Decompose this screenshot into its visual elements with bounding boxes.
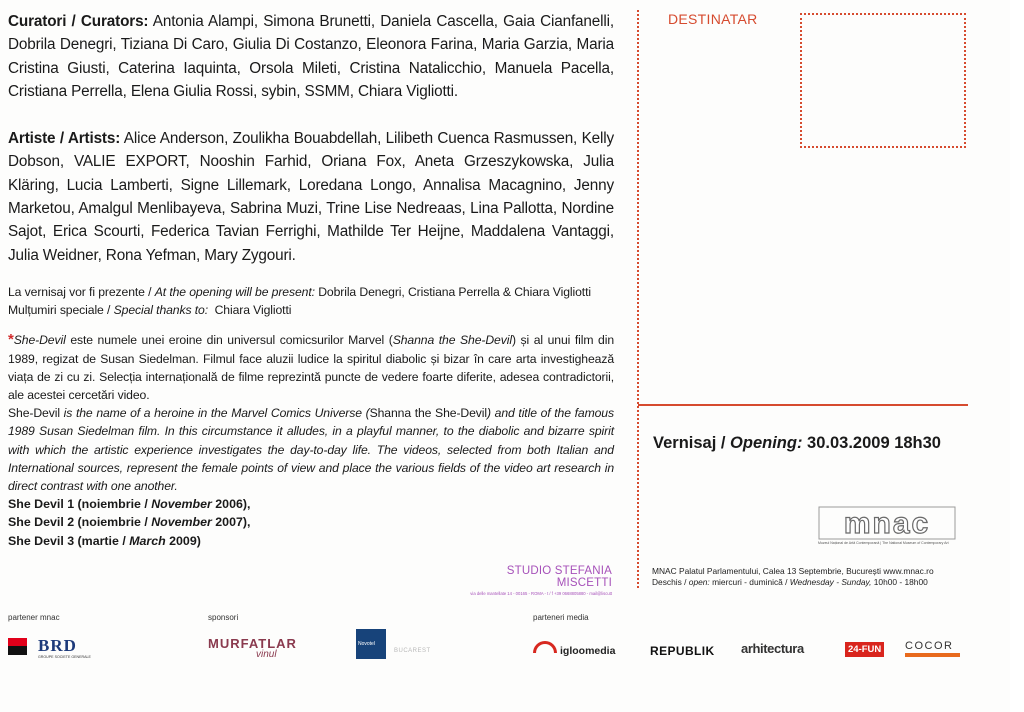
curators-paragraph xyxy=(8,10,614,103)
igloomedia-logo: igloomedia xyxy=(533,641,615,657)
stamp-box xyxy=(800,13,966,148)
24fun-logo: 24-FUN xyxy=(845,642,884,657)
edition-item: She Devil 3 (martie / March 2009) xyxy=(8,533,201,548)
artists-label: Artiste / Artists: xyxy=(8,130,121,148)
studio-stefania-miscetti xyxy=(452,565,612,596)
curators-names: Antonia Alampi, Simona Brunetti, Daniela Cascella, Gaia Cianfanelli, Dobrila Denegri, Tiziana Di Caro, Giulia Di Costanzo, Eleonora Farina, Maria Garzia, Maria Cristina Giusti, Caterina Iaquinta, Orsola Mileti, Cristina Natalicchio, Manuela Pacella, Cristiana Perrella, Elena Giulia Rossi, sybin, SSMM, Chiara Vigliotti. xyxy=(8,13,614,100)
description-en: She-Devil is the name of a heroine in the Marvel Comics Universe (Shanna the She-Devil) and title of the famous 1989 Susan Siedelman film. In this circumstance it alludes, in a playful manner, to the diabolic and bizarre spirit with which the artistic experience investigates the day-to-day life. The videos, selected from both Italian and International sources, represent the female points of view and place the various fields of the video art research in direct contrast with one another. xyxy=(8,406,614,493)
arhitectura-logo: arhitectura xyxy=(741,641,804,656)
mnac-logo xyxy=(818,506,956,540)
studio-name: STUDIO STEFANIA MISCETTI xyxy=(506,565,612,589)
opening-line: Vernisaj / Opening: 30.03.2009 18h30 xyxy=(653,434,941,452)
brd-logo: BRD GROUPE SOCIETE GENERALE xyxy=(8,636,128,662)
text-column xyxy=(8,10,614,550)
artists-names: Alice Anderson, Zoulikha Bouabdellah, Lilibeth Cuenca Rasmussen, Kelly Dobson, VALIE EXPORT, Nooshin Farhid, Oriana Fox, Aneta Grzeszykowska, Julia Kläring, Lucia Lamberti, Signe Lillemark, Loredana Longo, Annalisa Macagnino, Jenny Marketou, Amalgul Menlibayeva, Sabrina Muzi, Trine Lise Nedreaas, Lina Pallotta, Nordine Sajot, Erica Scourti, Federica Tavian Ferrighi, Mathilde Ter Heijne, Maddalena Vantaggi, Julia Weidner, Rona Yefman, Mary Zygouri. xyxy=(8,130,615,264)
cocor-bar xyxy=(905,653,960,657)
partner-label: partener mnac xyxy=(8,613,60,622)
edition-item: She Devil 2 (noiembrie / November 2007), xyxy=(8,515,251,530)
brd-square-icon xyxy=(8,638,27,655)
sponsors-label: sponsori xyxy=(208,613,239,622)
mnac-info xyxy=(652,566,934,588)
address-line xyxy=(638,404,968,406)
editions-list xyxy=(8,495,614,550)
edition-item: She Devil 1 (noiembrie / November 2006), xyxy=(8,497,251,512)
mnac-address: MNAC Palatul Parlamentului, Calea 13 Septembrie, București www.mnac.ro xyxy=(652,566,934,576)
artists-paragraph xyxy=(8,127,614,267)
mnac-subtitle: Muzeul Național de Artă Contemporană | The National Museum of Contemporary Art xyxy=(818,541,949,545)
media-label: parteneri media xyxy=(533,613,589,622)
vertical-divider xyxy=(637,10,639,588)
novotel-logo: Novotel xyxy=(356,629,386,659)
mnac-hours: Deschis / open: miercuri - duminică / Wednesday - Sunday, 10h00 - 18h00 xyxy=(652,577,928,587)
mnac-logo-text: mnac xyxy=(843,507,931,540)
cocor-logo: COCOR xyxy=(905,640,954,652)
description-ro: *She-Devil este numele unei eroine din universul comicsurilor Marvel (Shanna the She-Devil) și al unui film din 1989, regizat de Susan Siedelman. Filmul face aluzii ludice la spiritul diabolic și bizar în care arta investighează viața de zi cu zi. Selecția internațională de filme reprezintă puncte de vedere foarte diferite, adesea contradictorii, ale acestei cercetări video. xyxy=(8,331,614,402)
destinatar-label: DESTINATAR xyxy=(668,11,758,27)
bucarest-logo: BUCAREST xyxy=(394,648,431,654)
thanks-line: Mulțumiri speciale / Special thanks to: Chiara Vigliotti xyxy=(8,303,292,318)
curators-label: Curatori / Curators: xyxy=(8,13,149,30)
igloo-arc-icon xyxy=(533,641,557,653)
studio-address: via delle mantellate 14 - 00165 - ROMA - t / f +39 0668805880 - mail@liscutt xyxy=(470,591,612,596)
republik-logo: REPUBLIK xyxy=(650,644,715,658)
presence-line: La vernisaj vor fi prezente / At the opening will be present: Dobrila Denegri, Cristiana Perrella & Chiara Vigliotti xyxy=(8,284,591,299)
murfatlar-logo: MURFATLAR vinul xyxy=(208,636,297,660)
